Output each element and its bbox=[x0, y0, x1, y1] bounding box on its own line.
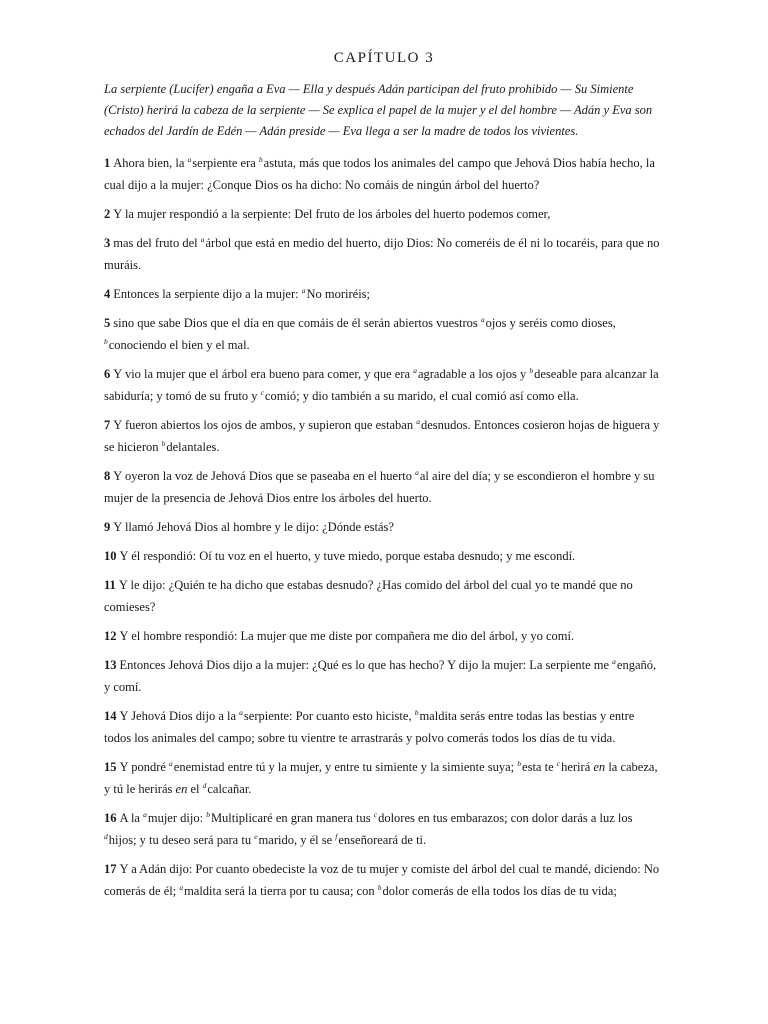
verse-12 bbox=[104, 625, 664, 647]
verse-text: Y vio la mujer que el árbol era bueno para comer, y que era bbox=[113, 367, 414, 381]
footnote-marker[interactable]: b bbox=[258, 155, 263, 164]
verse-text: delantales. bbox=[166, 440, 220, 454]
verse-4 bbox=[104, 283, 664, 305]
footnote-marker[interactable]: b bbox=[517, 759, 522, 768]
verse-text: maldita serás entre todas las bestias y entre todos los animales del campo; sobre tu vientre te arrastrarás y polvo comerás todos los días de tu vida. bbox=[104, 709, 635, 745]
verse-text: herirá bbox=[561, 760, 594, 774]
verse-text: sino que sabe Dios que el día en que comáis de él serán abiertos vuestros bbox=[113, 316, 481, 330]
verse-13 bbox=[104, 654, 664, 698]
verse-text: Y fueron abiertos los ojos de ambos, y supieron que estaban bbox=[113, 418, 417, 432]
verse-9 bbox=[104, 516, 664, 538]
footnote-marker[interactable]: b bbox=[377, 883, 382, 892]
verse-text: Y él respondió: Oí tu voz en el huerto, y tuve miedo, porque estaba desnudo; y me escondí. bbox=[119, 549, 576, 563]
verse-number: 14 bbox=[104, 709, 117, 723]
verse-text: comió; y dio también a su marido, el cual comió así como ella. bbox=[264, 389, 579, 403]
footnote-marker[interactable]: a bbox=[301, 286, 306, 295]
verse-number: 1 bbox=[104, 156, 111, 170]
verse-text: Y Jehová Dios dijo a la bbox=[119, 709, 240, 723]
verse-1 bbox=[104, 152, 664, 196]
verse-text: hijos; y tu deseo será para tu bbox=[108, 833, 255, 847]
footnote-marker[interactable]: a bbox=[413, 366, 417, 375]
verse-text: Y el hombre respondió: La mujer que me diste por compañera me dio del árbol, y yo comí. bbox=[119, 629, 575, 643]
verse-number: 17 bbox=[104, 862, 117, 876]
verse-text: Multiplicaré en gran manera tus bbox=[210, 811, 374, 825]
verse-number: 6 bbox=[104, 367, 111, 381]
footnote-marker[interactable]: b bbox=[104, 337, 108, 346]
footnote-marker[interactable]: a bbox=[480, 315, 485, 324]
footnote-marker[interactable]: b bbox=[161, 439, 166, 448]
footnote-marker[interactable]: c bbox=[556, 759, 561, 768]
verse-8 bbox=[104, 465, 664, 509]
verse-text: conociendo el bien y el mal. bbox=[108, 338, 250, 352]
verse-text: Y a Adán dijo: Por cuanto obedeciste la voz de tu mujer y comiste del árbol del cual te mandé, diciendo: No comerás de él; bbox=[104, 862, 660, 898]
verse-text: árbol que está en medio del huerto, dijo Dios: No comeréis de él ni lo tocaréis, para que no muráis. bbox=[104, 236, 660, 272]
verse-text: enseñoreará de ti. bbox=[338, 833, 427, 847]
verse-text: mujer dijo: bbox=[147, 811, 207, 825]
verse-text: Y la mujer respondió a la serpiente: Del fruto de los árboles del huerto podemos comer, bbox=[113, 207, 551, 221]
verse-11 bbox=[104, 574, 664, 618]
verse-3 bbox=[104, 232, 664, 276]
verse-text: ojos y seréis como dioses, bbox=[485, 316, 616, 330]
verse-number: 15 bbox=[104, 760, 117, 774]
verse-text: Y pondré bbox=[119, 760, 170, 774]
verse-text: el bbox=[187, 782, 203, 796]
verse-text: dolor comerás de ella todos los días de tu vida; bbox=[382, 884, 617, 898]
verse-text: Ahora bien, la bbox=[113, 156, 188, 170]
verse-14 bbox=[104, 705, 664, 749]
footnote-marker[interactable]: d bbox=[202, 781, 207, 790]
verse-number: 7 bbox=[104, 418, 111, 432]
verse-number: 8 bbox=[104, 469, 111, 483]
verse-2 bbox=[104, 203, 664, 225]
footnote-marker[interactable]: f bbox=[335, 832, 338, 841]
verse-text: marido, y él se bbox=[258, 833, 336, 847]
verse-text: Y oyeron la voz de Jehová Dios que se paseaba en el huerto bbox=[113, 469, 416, 483]
footnote-marker[interactable]: c bbox=[260, 388, 264, 397]
verse-text: Entonces la serpiente dijo a la mujer: bbox=[113, 287, 302, 301]
footnote-marker[interactable]: a bbox=[143, 810, 147, 819]
verse-number: 13 bbox=[104, 658, 117, 672]
verse-number: 4 bbox=[104, 287, 111, 301]
verse-text: serpiente: Por cuanto esto hiciste, bbox=[243, 709, 415, 723]
footnote-marker[interactable]: c bbox=[373, 810, 378, 819]
footnote-marker[interactable]: b bbox=[414, 708, 419, 717]
verse-text: Y le dijo: ¿Quién te ha dicho que estabas desnudo? ¿Has comido del árbol del cual yo te mandé que no comieses? bbox=[104, 578, 633, 614]
verse-15 bbox=[104, 756, 664, 800]
verse-16 bbox=[104, 807, 664, 851]
verse-number: 11 bbox=[104, 578, 116, 592]
chapter-title: CAPÍTULO 3 bbox=[333, 50, 435, 66]
footnote-marker[interactable]: a bbox=[187, 155, 192, 164]
italic-word: en bbox=[593, 760, 606, 774]
verse-text: serpiente era bbox=[192, 156, 259, 170]
verse-number: 16 bbox=[104, 811, 117, 825]
verse-text: Y llamó Jehová Dios al hombre y le dijo: ¿Dónde estás? bbox=[113, 520, 394, 534]
verse-number: 2 bbox=[104, 207, 111, 221]
footnote-marker[interactable]: d bbox=[104, 832, 108, 841]
footnote-marker[interactable]: e bbox=[254, 832, 258, 841]
footnote-marker[interactable]: a bbox=[200, 235, 205, 244]
verse-text: No moriréis; bbox=[306, 287, 371, 301]
verse-text: mas del fruto del bbox=[113, 236, 201, 250]
verse-text: esta te bbox=[522, 760, 557, 774]
verse-text: enemistad entre tú y la mujer, y entre tu simiente y la simiente suya; bbox=[173, 760, 518, 774]
verse-17 bbox=[104, 858, 664, 902]
footnote-marker[interactable]: a bbox=[415, 468, 419, 477]
footnote-marker[interactable]: a bbox=[416, 417, 420, 426]
italic-word: en bbox=[175, 782, 188, 796]
footnote-marker[interactable]: a bbox=[612, 657, 616, 666]
footnote-marker[interactable]: b bbox=[529, 366, 534, 375]
verse-10 bbox=[104, 545, 664, 567]
verse-5 bbox=[104, 312, 664, 356]
verse-text: maldita será la tierra por tu causa; con bbox=[184, 884, 378, 898]
footnote-marker[interactable]: a bbox=[239, 708, 243, 717]
verse-text: Entonces Jehová Dios dijo a la mujer: ¿Qué es lo que has hecho? Y dijo la mujer: La serpiente me bbox=[119, 658, 613, 672]
verse-text: al aire del día; y se escondieron el hombre y su mujer de la presencia de Jehová Dios entre los árboles del huerto. bbox=[104, 469, 655, 505]
verse-text: engañó, y comí. bbox=[104, 658, 657, 694]
chapter-summary: La serpiente (Lucifer) engaña a Eva — Ella y después Adán participan del fruto prohibido — Su Simiente (Cristo) herirá la cabeza de la serpiente — Se explica el papel de la mujer y el del hombre — Adán y Eva son echados del Jardín de Edén — Adán preside — Eva llega a ser la madre de todos los vivientes. bbox=[104, 82, 653, 138]
verse-text: agradable a los ojos y bbox=[417, 367, 530, 381]
verse-list bbox=[104, 152, 664, 902]
footnote-marker[interactable]: b bbox=[206, 810, 210, 819]
footnote-marker[interactable]: a bbox=[179, 883, 184, 892]
verse-text: la cabeza, y tú le herirás bbox=[104, 760, 658, 796]
footnote-marker[interactable]: a bbox=[169, 759, 173, 768]
verse-7 bbox=[104, 414, 664, 458]
verse-number: 9 bbox=[104, 520, 111, 534]
verse-number: 12 bbox=[104, 629, 117, 643]
verse-text: astuta, más que todos los animales del campo que Jehová Dios había hecho, la cual dijo a la mujer: ¿Conque Dios os ha dicho: No comáis de ningún árbol del huerto? bbox=[104, 156, 655, 192]
verse-number: 3 bbox=[104, 236, 111, 250]
verse-6 bbox=[104, 363, 664, 407]
verse-text: deseable para alcanzar la sabiduría; y tomó de su fruto y bbox=[104, 367, 659, 403]
verse-text: desnudos. Entonces cosieron hojas de higuera y se hicieron bbox=[104, 418, 660, 454]
verse-number: 5 bbox=[104, 316, 111, 330]
verse-text: calcañar. bbox=[207, 782, 252, 796]
verse-text: dolores en tus embarazos; con dolor darás a luz los bbox=[378, 811, 633, 825]
verse-text: A la bbox=[119, 811, 144, 825]
verse-number: 10 bbox=[104, 549, 117, 563]
